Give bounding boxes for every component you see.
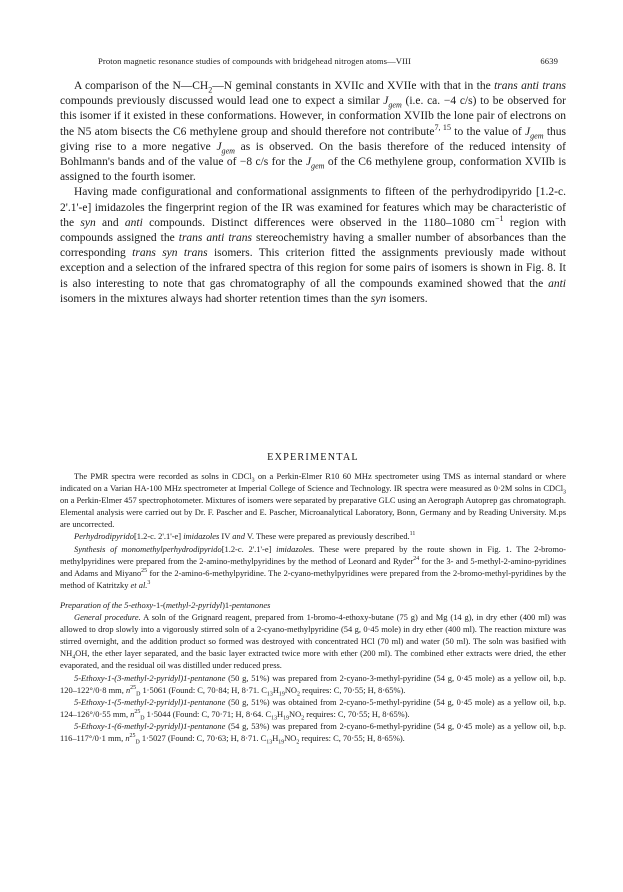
experimental-paragraph-2: Perhydrodipyrido[1.2-c. 2'.1'-e] imidazoles IV and V. These were prepared as previously described.$^{11}$ [74, 531, 416, 542]
running-header [98, 56, 558, 66]
compound-3-methyl-paragraph: 5-Ethoxy-1-(3-methyl-2-pyridyl)1-pentanone (50 g, 51%) was prepared from 2-cyano-3-methyl-pyridine (54 g, 0·45 mole) as a yellow oil, b.p. 120–122°/0·8 mm, $n^{25}_D$ 1·5061 (Found: C, 70·84; H, 8·71. $C_{13}H_{19}NO_2$ requires: C, 70·55; H, 8·65%). [60, 672, 566, 698]
experimental-section [60, 470, 566, 744]
experimental-heading: EXPERIMENTAL [267, 452, 359, 463]
preparation-subheading: Preparation of the 5-ethoxy-1-(methyl-2-pyridyl)1-pentanones [60, 599, 271, 610]
page-number: 6639 [540, 56, 558, 66]
experimental-paragraph-1: The PMR spectra were recorded as solns in CDCl$_3$ on a Perkin-Elmer R10 60 MHz spectrometer using TMS as internal standard or where indicated on a Varian HA-100 MHz spectrometer at Imperial College of Science and Technology. IR spectra were measured as 0·2M solns in CDCl$_3$ on a Perkin-Elmer 457 spectrophotometer. Mixtures of isomers were separated by preparative GLC using an Aerograph Autoprep gas chromatograph. Elemental analysis were carried out by Dr. F. Pascher and E. Pascher, Microanalytical Laboratory, Bonn, Germany and by Reading University. M.ps are uncorrected. [60, 471, 566, 530]
discussion-paragraph-2: Having made configurational and conformational assignments to fifteen of the perhydrodipyrido [1.2-c. 2'.1'-e] imidazoles the fingerprint region of the IR was examined for features which may be characteristic of the syn and anti compounds. Distinct differences were observed in the 1180–1080 $cm^{-1}$ region with compounds assigned the trans anti trans stereochemistry having a smaller number of absorbances than the corresponding trans syn trans isomers. This criterion fitted the assignments previously made without exception and a selection of the infrared spectra of this region for some pairs of isomers is shown in Fig. 8. It is also interesting to note that gas chromatography of all the compounds examined showed that the anti isomers in the mixtures always had shorter retention times than the syn isomers. [60, 186, 566, 305]
discussion-section [60, 79, 566, 307]
running-title: Proton magnetic resonance studies of compounds with bridgehead nitrogen atoms—VIII [98, 56, 411, 66]
discussion-paragraph-1: A comparison of the $N—CH_2—N$ geminal constants in XVIIc and XVIIe with that in the trans anti trans compounds previously discussed would lead one to expect a similar $J_{gem}$ (i.e. ca. −4 c/s) to be observed for this isomer if it existed in these conformations. However, in conformation XVIIb the lone pair of electrons on the N5 atom bisects the C6 methylene group and should therefore not contribute$^{7, 15}$ to the value of $J_{gem}$ thus giving rise to a more negative $J_{gem}$ as is observed. On the basis therefore of the reduced intensity of Bohlmann's bands and of the value of −8 c/s for the $J_{gem}$ of the C6 methylene group, conformation XVIIb is assigned to the fourth isomer. [60, 80, 567, 184]
experimental-paragraph-3: Synthesis of monomethylperhydrodipyrido[1.2-c. 2'.1'-e] imidazoles. These were prepared by the route shown in Fig. 1. The 2-bromo-methylpyridines were prepared from the 2-amino-methylpyridines by the method of Leonard and Ryder$^{24}$ for the 3- and 5-methyl-2-amino-pyridines and Adams and Miyano$^{25}$ for the 2-amino-6-methylpyridine. The 2-cyano-methylpyridines were prepared from the 2-bromo-methyl-pyridines by the method of Katritzky et al.$^3$ [60, 543, 566, 590]
compound-5-methyl-paragraph: 5-Ethoxy-1-(5-methyl-2-pyridyl)1-pentanone (50 g, 51%) was obtained from 2-cyano-5-methyl-pyridine (54 g, 0·45 mole) as a yellow oil, b.p. 124–126°/0·55 mm, $n^{25}_D$ 1·5044 (Found: C, 70·71; H, 8·64. $C_{13}H_{19}NO_2$ requires: C, 70·55; H, 8·65%). [60, 696, 566, 722]
compound-6-methyl-paragraph: 5-Ethoxy-1-(6-methyl-2-pyridyl)1-pentanone (54 g, 53%) was prepared from 2-cyano-6-methyl-pyridine (54 g, 0·45 mole) as a yellow oil, b.p. 116–117°/0·1 mm, $n^{25}_D$ 1·5027 (Found: C, 70·63; H, 8·71. $C_{13}H_{19}NO_2$ requires: C, 70·55; H, 8·65%). [60, 720, 566, 746]
general-procedure-paragraph: General procedure. A soln of the Grignard reagent, prepared from 1-bromo-4-ethoxy-butane (75 g) and Mg (14 g), in dry ether (400 ml) was allowed to drop slowly into a vigorously stirred soln of a 2-cyano-methylpyridine (54 g, 0·45 mole) in dry ether (400 ml). The reaction mixture was stirred overnight, and the addition product so formed was destroyed with concentrated HCl (70 ml) and water (50 ml). The soln was basified with $NH_4OH$, the ether layer separated, and the basic layer extracted twice more with ether (200 ml). The combined ether extracts were dried, the ether evaporated, and the residual oil was distilled under reduced press. [60, 612, 566, 671]
